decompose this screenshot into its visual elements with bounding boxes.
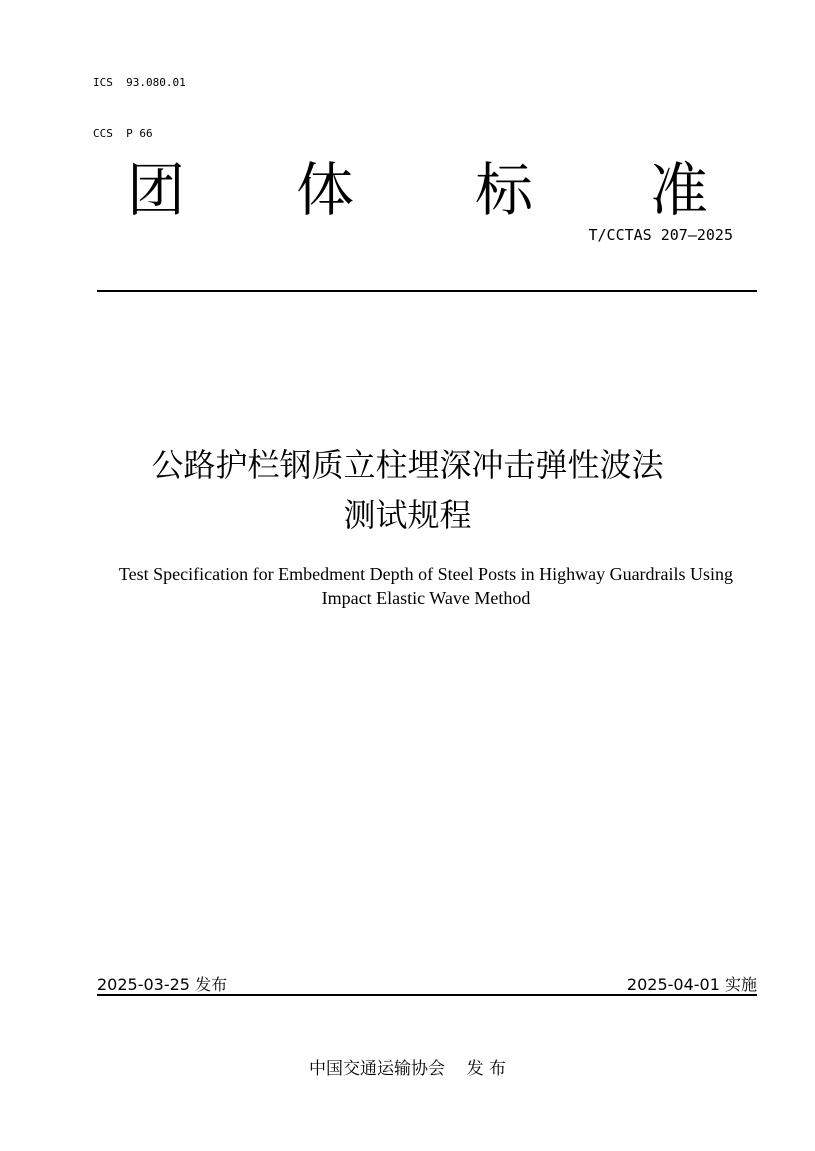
top-divider — [97, 290, 757, 292]
english-title — [80, 562, 772, 610]
heading-char-3: 标 — [475, 156, 534, 224]
english-title-line-1: Test Specification for Embedment Depth of Steel Posts in Highway Guardrails Using — [118, 564, 734, 584]
chinese-title — [0, 440, 815, 540]
ccs-code: CCS P 66 — [93, 127, 153, 140]
standard-number: T/CCTAS 207—2025 — [588, 226, 733, 244]
ics-code: ICS 93.080.01 — [93, 76, 186, 89]
heading-char-2: 体 — [296, 156, 355, 224]
english-title-line-2: Impact Elastic Wave Method — [321, 588, 531, 608]
classification-codes — [93, 40, 186, 159]
publisher: 中国交通运输协会 发 布 — [308, 1059, 507, 1079]
document-type-heading — [100, 150, 740, 230]
chinese-title-line-2: 测试规程 — [343, 496, 472, 534]
heading-char-4: 准 — [650, 156, 709, 224]
bottom-divider — [97, 994, 757, 996]
heading-char-1: 团 — [127, 156, 186, 224]
chinese-title-line-1: 公路护栏钢质立柱埋深冲击弹性波法 — [151, 446, 664, 484]
issue-date: 2025-03-25 发布 — [97, 975, 228, 994]
implementation-date: 2025-04-01 实施 — [626, 975, 757, 994]
